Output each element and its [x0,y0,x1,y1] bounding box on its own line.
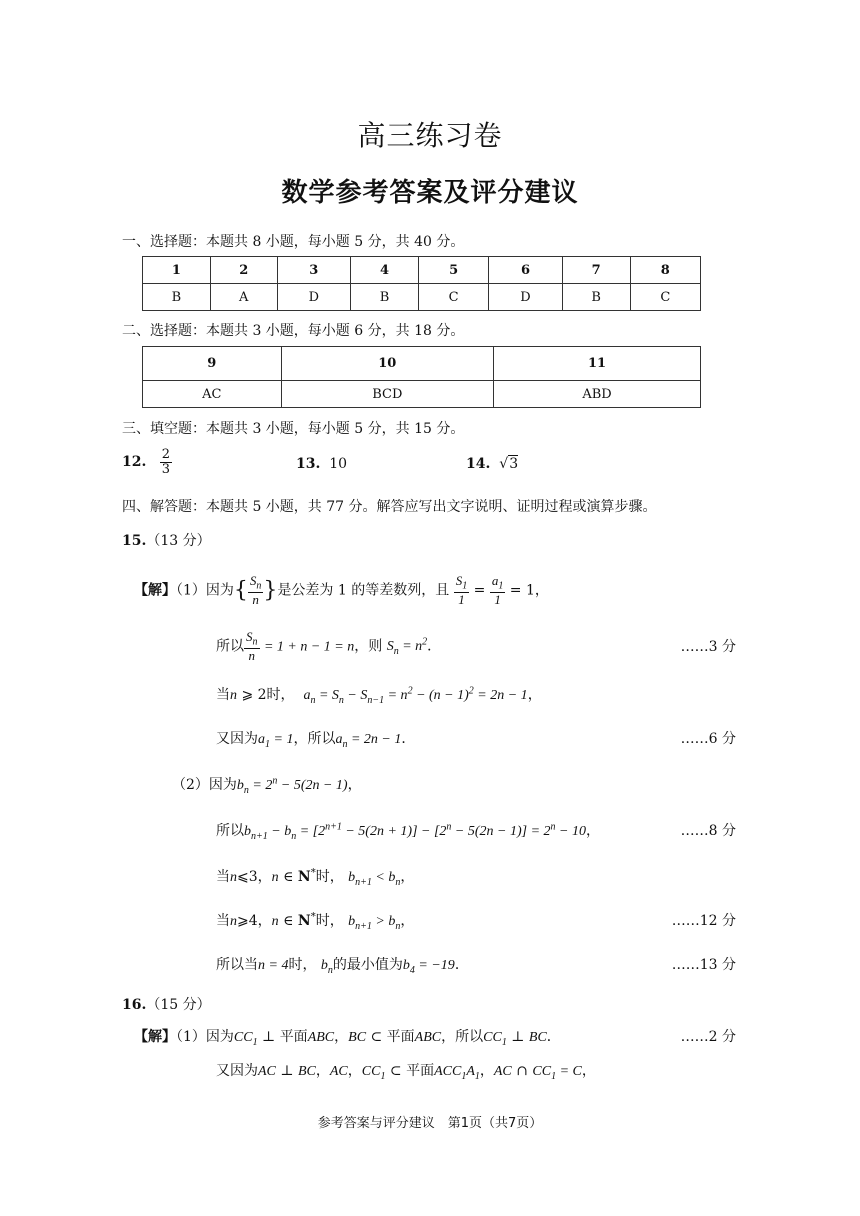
table-cell: B [143,284,211,311]
q15-line1: 【解】（1）因为{ $\frac{S_n}{n}$ }是公差为 1 的等差数列，且 $\frac{S_1}{1}$ = $\frac{a_1}{1}$ = 1， [134,573,549,608]
q15-line6: 所以$b_{n+1} - b_n = [2^{n+1} - 5(2n + 1)] - [2^n - 5(2n - 1)] = 2^n - 10$， [216,821,600,842]
table-cell: ABD [494,381,701,408]
table-cell: 9 [143,347,282,381]
page-title: 高三练习卷 [357,119,503,152]
q15-text: 则 [368,638,383,655]
q15-part1: （1） [176,582,206,599]
section2-table [142,346,701,408]
table-cell: 2 [210,257,277,284]
q16-line1: 【解】（1）因为$CC_1$ ⊥ 平面ABC，BC ⊂ 平面ABC，所以$CC_1$ ⊥ BC． [134,1029,561,1048]
q12-label: 12. [122,454,147,471]
q12-numerator: 2 [161,447,170,462]
table-cell: B [562,284,630,311]
q15-score-1: ……3 分 [680,639,736,655]
q16-text: ，所以 [441,1029,484,1045]
q15-header [122,530,211,550]
q12-fraction [160,448,172,476]
q12-answer [122,448,172,476]
table-cell: 1 [143,257,211,284]
q15-score-2: ……6 分 [680,731,736,747]
q16-header [122,994,211,1014]
q13-answer [296,456,347,472]
q16-text: 因为 [205,1029,234,1045]
q14-label: 14. [466,456,491,472]
q12-denominator: 3 [161,461,170,477]
table-cell: AC [143,381,282,408]
table-row [143,347,701,381]
q16-score-1: ……2 分 [680,1029,736,1045]
q15-text: 时， [315,913,344,929]
q14-answer [466,456,518,472]
q15-line8: 当n⩾4，n ∈ N*时， $b_{n+1} > b_n$， [216,911,415,932]
q16-label: 16. [122,997,147,1013]
table-cell: B [351,284,419,311]
q15-text: 时， [266,687,295,703]
table-cell: 11 [494,347,701,381]
q15-line4: 又因为$a_1 = 1$，所以$a_n = 2n - 1$． [216,731,416,750]
table-cell: D [489,284,562,311]
q13-value: 10 [329,456,348,472]
section1-table [142,256,701,311]
q16-text: 平面 [386,1029,415,1045]
table-cell: C [418,284,488,311]
page-footer: 参考答案与评分建议 第1页（共7页） [317,1116,543,1131]
q15-text: 所以当 [216,957,258,973]
section2-heading: 二、选择题：本题共 3 小题，每小题 6 分，共 18 分。 [122,323,465,339]
q15-line5: （2）因为$b_n = 2^n - 5(2n - 1)$， [172,775,362,796]
section1-heading: 一、选择题：本题共 8 小题，每小题 5 分，共 40 分。 [122,234,465,250]
q15-label: 15. [122,533,147,549]
table-cell: 6 [489,257,562,284]
q16-text: 又因为 [216,1063,258,1079]
q15-solution-tag: 【解】 [134,582,176,599]
q15-score-3: ……8 分 [680,823,736,839]
q15-text: 因为 [205,582,234,599]
section3-heading: 三、填空题：本题共 3 小题，每小题 5 分，共 15 分。 [122,421,465,437]
table-cell: D [277,284,350,311]
table-cell: C [630,284,700,311]
section4-heading: 四、解答题：本题共 5 小题，共 77 分。解答应写出文字说明、证明过程或演算步骤。 [122,499,657,515]
q15-line9: 所以当n = 4时， $b_n$的最小值为$b_4 = -19$． [216,957,469,976]
q15-line7: 当n⩽3，n ∈ N*时， $b_{n+1} < b_n$， [216,867,415,888]
q16-solution-tag: 【解】 [134,1029,176,1045]
q15-text: 时， [315,869,344,885]
table-cell: A [210,284,277,311]
q15-text: 当 [216,687,230,703]
q15-text: ，所以 [293,731,336,747]
table-row [143,381,701,408]
q15-part2: （2） [172,777,209,793]
q15-text: 又因为 [216,731,258,747]
table-row [143,284,701,311]
q15-text: 所以 [216,638,244,655]
q15-text: 的最小值为 [332,957,403,973]
q16-line2: 又因为AC ⊥ BC，AC，$CC_1$ ⊂ 平面$ACC_1A_1$，AC ∩ $CC_1 = C$， [216,1063,596,1082]
q14-sqrt-sign: √ [499,456,509,472]
table-cell: 7 [562,257,630,284]
table-cell: 5 [418,257,488,284]
table-cell: 8 [630,257,700,284]
q15-score-5: ……13 分 [671,957,736,973]
table-cell: 3 [277,257,350,284]
q15-score-4: ……12 分 [671,913,736,929]
table-cell: 4 [351,257,419,284]
q15-text: 当 [216,869,230,885]
q15-text: 因为 [208,777,237,793]
page-subtitle: 数学参考答案及评分建议 [281,178,579,208]
q16-text: 平面 [279,1029,308,1045]
table-cell: 10 [281,347,493,381]
q15-text: 当 [216,913,230,929]
q13-label: 13. [296,456,321,472]
q15-text: 是公差为 1 的等差数列，且 [277,582,450,599]
q15-text: 所以 [216,823,244,839]
q16-part1: （1） [176,1029,206,1045]
table-cell: BCD [281,381,493,408]
q15-line2: 所以 $\frac{S_n}{n}$ = 1 + n − 1 = n，则 $S_n = n^2$． [216,629,442,664]
q14-radicand: 3 [509,456,519,472]
q16-text: 平面 [406,1063,435,1079]
q15-text: 时， [288,957,317,973]
q16-points: （15 分） [146,997,211,1013]
q15-points: （13 分） [146,533,211,549]
table-row [143,257,701,284]
q15-line3: 当n ⩾ 2时， $a_n = S_n - S_{n-1} = n^2 - (n - 1)^2 = 2n - 1$， [216,685,542,706]
